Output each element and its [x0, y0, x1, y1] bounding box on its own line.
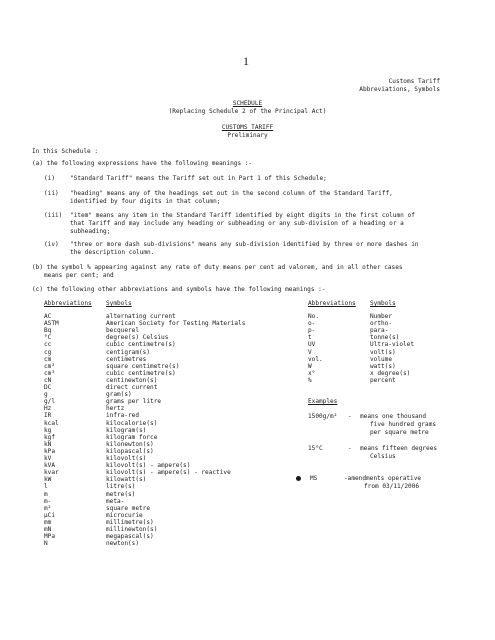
abbreviation-cell: g — [44, 391, 48, 399]
ms-bullet-icon — [296, 476, 301, 481]
para-b: (b) the symbol % appearing against any rate of duty means per cent ad valorem, and in all other cases — [32, 264, 403, 271]
item-number: (iv) — [44, 241, 59, 248]
abbreviation-cell: mN — [44, 526, 52, 533]
section-subtitle: Preliminary — [227, 132, 268, 139]
abbreviation-cell: UV — [308, 341, 316, 349]
left-abbr-header: Abbreviations — [44, 300, 92, 307]
example-key: 1500g/m² — [308, 413, 338, 420]
meaning-cell: becquerel — [106, 327, 140, 335]
meaning-cell: x degree(s) — [370, 369, 411, 377]
meaning-cell: cubic centimetre(s) — [106, 341, 176, 349]
item-number: (ii) — [44, 190, 59, 197]
right-sym-header: Symbols — [370, 300, 396, 307]
para-b-cont: means per cent; and — [44, 272, 114, 279]
meaning-cell: kilovolt(s) - ampere(s) - reactive — [106, 469, 231, 477]
meaning-cell: centigram(s) — [106, 348, 151, 356]
meaning-cell: kilocalorie(s) — [106, 419, 158, 427]
meaning-cell: kilovolt(s) - ampere(s) — [106, 462, 191, 470]
abbreviation-cell: IR — [44, 412, 52, 420]
abbreviation-cell: W — [308, 362, 312, 370]
meaning-cell: meta- — [106, 497, 125, 505]
meaning-cell: watt(s) — [370, 362, 396, 370]
meaning-cell: litre(s) — [106, 483, 136, 491]
meaning-cell: gram(s) — [106, 391, 132, 399]
abbreviation-cell: ASTM — [44, 320, 59, 328]
abbreviation-cell: cc — [44, 341, 52, 349]
item-text: "Standard Tariff" means the Tariff set out in Part 1 of this Schedule; — [70, 175, 327, 182]
meaning-cell: megapascal(s) — [106, 533, 154, 541]
abbreviation-cell: Hz — [44, 405, 52, 413]
item-number: (i) — [44, 175, 56, 182]
meaning-cell: kilonewton(s) — [106, 440, 154, 448]
abbreviation-cell: kVA — [44, 462, 56, 470]
abbreviation-cell: No. — [308, 313, 320, 320]
meaning-cell: direct current — [106, 384, 158, 391]
meaning-cell: ortho- — [370, 320, 393, 328]
meaning-cell: centinewton(s) — [106, 376, 158, 384]
example-dash: - — [348, 413, 352, 420]
abbreviation-cell: kcal — [44, 419, 59, 427]
example-key: 15°C — [308, 445, 323, 452]
abbreviation-cell: DC — [44, 384, 52, 391]
abbreviation-cell: V — [308, 348, 312, 356]
item-text: "heading" means any of the headings set out in the second column of the Standard Tariff, — [70, 190, 393, 197]
meaning-cell: millimetre(s) — [106, 518, 154, 526]
example-text: means fifteen degrees — [360, 445, 438, 452]
ms-text-cont: from 03/11/2006 — [364, 483, 420, 490]
meaning-cell: metre(s) — [106, 490, 136, 498]
page-number: 1 — [243, 54, 249, 68]
meaning-cell: square centimetre(s) — [106, 362, 180, 370]
example-dash: - — [348, 445, 352, 452]
item-text: "three or more dash sub-divisions" means any sub-division identified by three or more dashes in — [70, 241, 419, 248]
abbreviation-cell: kgf — [44, 433, 56, 441]
section-title: CUSTOMS TARIFF — [221, 124, 274, 131]
item-text-cont: identified by four digits in that column; — [70, 198, 221, 205]
abbreviation-cell: m- — [44, 497, 52, 505]
meaning-cell: kilowatt(s) — [106, 476, 147, 484]
para-c: (c) the following other abbreviations and symbols have the following meanings :- — [32, 286, 326, 293]
abbreviation-cell: cg — [44, 348, 52, 356]
right-abbr-header: Abbreviations — [308, 300, 356, 307]
abbreviation-cell: kPa — [44, 447, 56, 455]
meaning-cell: grams per litre — [106, 398, 162, 406]
meaning-cell: percent — [370, 376, 396, 384]
meaning-cell: alternating current — [106, 313, 176, 320]
item-number: (iii) — [44, 212, 63, 219]
meaning-cell: tonne(s) — [370, 334, 400, 342]
ms-text: -amendments operative — [344, 475, 422, 482]
meaning-cell: millinewton(s) — [106, 526, 158, 533]
abbreviation-cell: l — [44, 483, 48, 491]
para-a: (a) the following expressions have the following meanings :- — [32, 160, 253, 167]
meaning-cell: Ultra-violet — [370, 341, 415, 349]
schedule-title: SCHEDULE — [232, 100, 263, 107]
abbreviation-cell: t — [308, 334, 312, 342]
abbreviation-cell: cm² — [44, 362, 56, 370]
example-text: per square metre — [370, 429, 429, 436]
item-text-cont: subheading; — [70, 228, 111, 235]
abbreviation-cell: g/l — [44, 398, 56, 406]
meaning-cell: kilogram force — [106, 433, 158, 441]
abbreviation-cell: N — [44, 540, 48, 548]
abbreviation-cell: x° — [308, 369, 316, 377]
item-text: "item" means any item in the Standard Tariff identified by eight digits in the first column of — [70, 212, 415, 219]
meaning-cell: infra-red — [106, 412, 140, 420]
abbreviation-cell: kvar — [44, 469, 59, 477]
meaning-cell: newton(s) — [106, 540, 140, 548]
abbreviation-cell: kg — [44, 426, 52, 434]
meaning-cell: cubic centimetre(s) — [106, 369, 176, 377]
schedule-subtitle: (Replacing Schedule 2 of the Principal Act) — [168, 108, 327, 115]
meaning-cell: volume — [370, 355, 393, 363]
abbreviation-cell: m² — [44, 504, 52, 512]
abbreviation-cell: cm³ — [44, 369, 56, 377]
meaning-cell: American Society for Testing Materials — [106, 320, 246, 328]
abbreviation-cell: MPa — [44, 533, 56, 541]
ms-key: MS — [310, 475, 318, 482]
meaning-cell: kilovolt(s) — [106, 455, 147, 462]
example-text: means one thousand — [360, 413, 427, 420]
meaning-cell: kilopascal(s) — [106, 447, 154, 455]
abbreviation-cell: kN — [44, 440, 52, 448]
abbreviation-cell: p- — [308, 327, 316, 335]
abbreviation-cell: °C — [44, 334, 52, 342]
abbreviation-cell: o- — [308, 320, 316, 328]
item-text-cont: the description column. — [70, 249, 155, 256]
abbreviation-cell: cm — [44, 355, 52, 363]
item-text-cont: that Tariff and may include any heading or subheading or any sub-division of a heading or a — [70, 220, 404, 227]
meaning-cell: degree(s) Celsius — [106, 334, 169, 342]
header-title: Customs Tariff — [388, 78, 440, 85]
abbreviation-cell: % — [308, 376, 312, 384]
abbreviation-cell: µCi — [44, 511, 56, 519]
meaning-cell: Number — [370, 313, 393, 320]
abbreviation-cell: kV — [44, 455, 52, 462]
meaning-cell: volt(s) — [370, 348, 396, 356]
meaning-cell: hertz — [106, 405, 125, 413]
header-subtitle: Abbreviations, Symbols — [359, 86, 440, 93]
meaning-cell: microcurie — [106, 511, 143, 519]
abbreviation-cell: mm — [44, 518, 52, 526]
abbreviation-cell: AC — [44, 313, 52, 320]
examples-title: Examples — [308, 398, 338, 405]
abbreviation-cell: cN — [44, 376, 52, 384]
abbreviation-cell: m — [44, 490, 48, 498]
meaning-cell: kilogram(s) — [106, 426, 147, 434]
example-text: Celsius — [370, 453, 396, 460]
example-text: five hundred grams — [370, 421, 437, 428]
abbreviation-cell: vol. — [308, 355, 323, 363]
left-sym-header: Symbols — [106, 300, 132, 307]
meaning-cell: centimetres — [106, 355, 147, 363]
abbreviation-cell: Bq — [44, 327, 52, 335]
intro-text: In this Schedule : — [32, 148, 99, 155]
abbreviation-cell: kW — [44, 476, 52, 484]
meaning-cell: para- — [370, 327, 389, 335]
meaning-cell: square metre — [106, 504, 151, 512]
